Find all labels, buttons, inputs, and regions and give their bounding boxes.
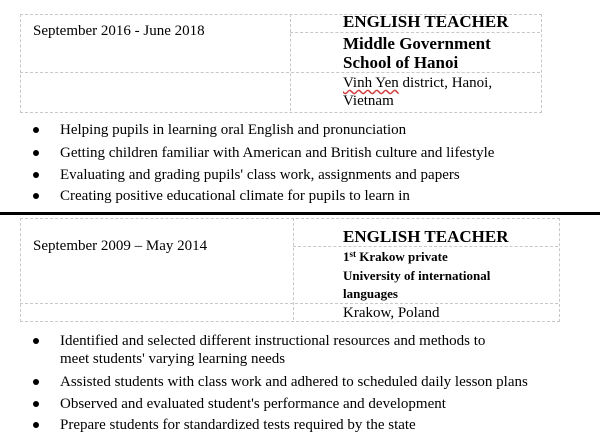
job2-org-num: 1 <box>343 249 350 264</box>
job1-table-divider <box>290 14 291 111</box>
bullet-icon <box>33 193 39 199</box>
job2-title: ENGLISH TEACHER <box>343 227 509 246</box>
job2-location: Krakow, Poland <box>343 305 440 321</box>
bullet-icon <box>33 127 39 133</box>
job1-row-line-2 <box>20 72 540 73</box>
job2-org-line2: University of international <box>343 268 491 283</box>
job1-location-line1 <box>343 74 492 92</box>
bullet-icon <box>33 379 39 385</box>
bullet-icon <box>33 422 39 428</box>
job1-org-line1: Middle Government <box>343 34 491 53</box>
job1-location-squiggle: Vinh Yen <box>343 75 399 91</box>
job1-location-line2: Vietnam <box>343 93 394 109</box>
job1-bullet-list: Helping pupils in learning oral English and pronunciation Getting children familiar with American and British culture and lifestyle Evaluating and grading pupils' class work, assignments and papers Creating positive educational climate for pupils to learn in <box>33 121 593 211</box>
job2-row-line-2 <box>20 303 558 304</box>
job2-period: September 2009 – May 2014 <box>33 238 208 254</box>
job1-title: ENGLISH TEACHER <box>343 12 509 31</box>
job1-org-line2: School of Hanoi <box>343 53 459 72</box>
job1-location-rest: district, Hanoi, <box>398 75 493 91</box>
bullet-icon <box>33 172 39 178</box>
bullet-icon <box>33 338 39 344</box>
job2-org-sup: st <box>349 249 356 259</box>
job2-org-line1-rest: Krakow private <box>356 249 448 264</box>
job2-org-line1 <box>343 248 448 266</box>
job2-table-divider <box>293 218 294 320</box>
job1-period: September 2016 - June 2018 <box>33 23 205 39</box>
bullet-icon <box>33 401 39 407</box>
job2-bullet-list: Identified and selected different instructional resources and methods to meet students' varying learning needs Assisted students with class work and adhered to scheduled daily lesson plans Observed and evaluated student's performance and development Prepare students for standardized tests required by the state <box>33 332 593 432</box>
bullet-icon <box>33 150 39 156</box>
job1-row-line <box>290 32 540 33</box>
section-divider <box>0 212 600 215</box>
job2-org-line3: languages <box>343 286 398 301</box>
